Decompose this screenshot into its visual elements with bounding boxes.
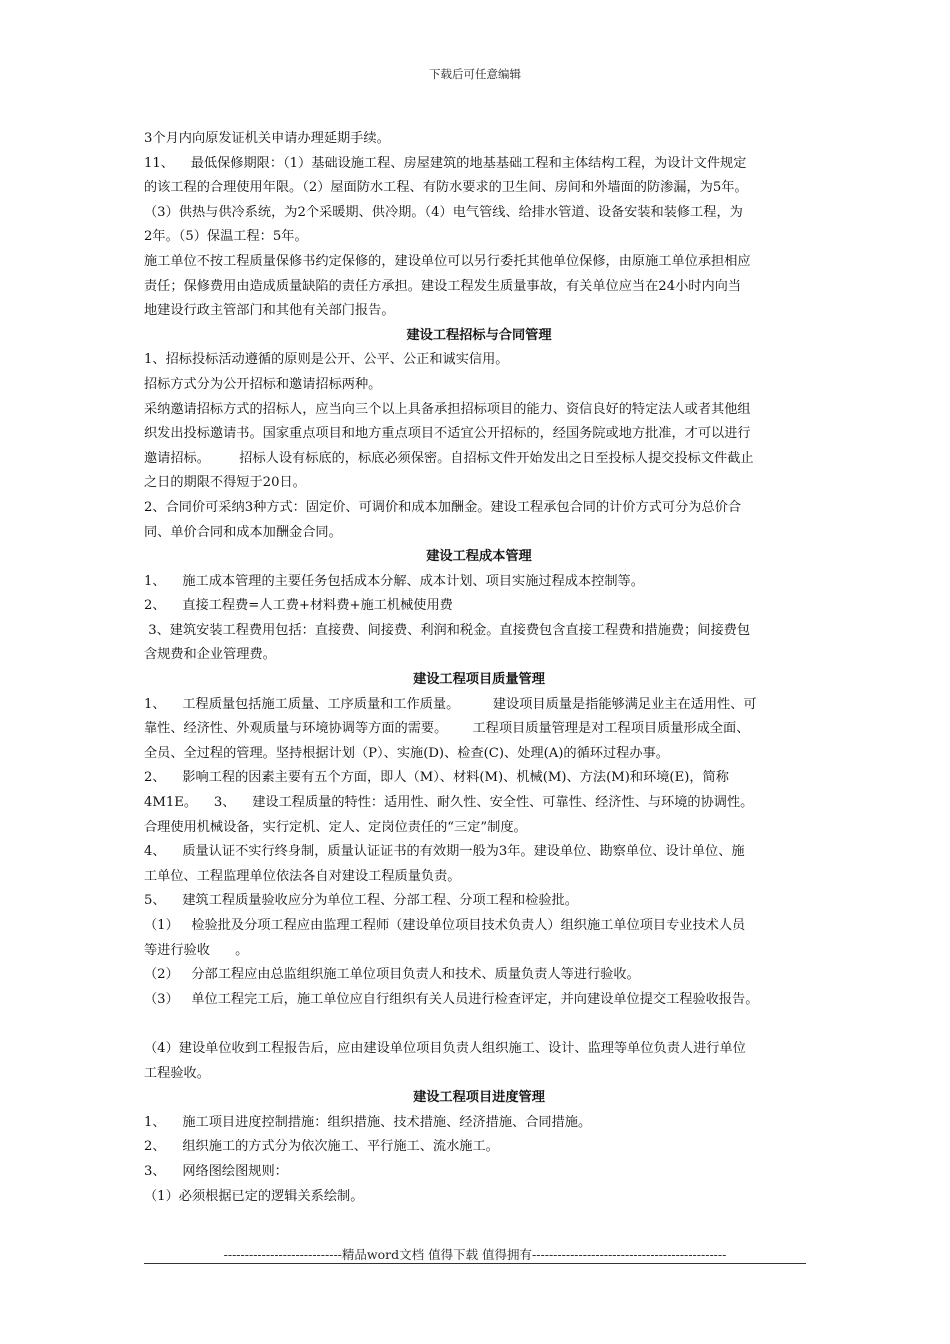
section-heading: 建设工程项目质量管理 (413, 672, 545, 688)
page-footer: ----------------------------精品word文档 值得下载 值得拥有---------------------------------------------- (223, 1247, 727, 1262)
paragraph-line: 全员、全过程的管理。坚持根据计划（P）、实施(D)、检查(C)、处理(A)的循环过程办事。 (144, 745, 669, 761)
paragraph-line: 采纳邀请招标方式的招标人，应当向三个以上具备承担招标项目的能力、资信良好的特定法人或者其他组 (144, 401, 751, 417)
section-heading: 建设工程成本管理 (426, 549, 532, 565)
paragraph-line: 的该工程的合理使用年限。（2）屋面防水工程、有防水要求的卫生间、房间和外墙面的防渗漏，为5年。 (144, 180, 748, 196)
paragraph-line: 招标方式分为公开招标和邀请招标两种。 (144, 376, 382, 392)
paragraph-line: 3个月内向原发证机关申请办理延期手续。 (144, 131, 390, 146)
paragraph-line: 工程验收。 (144, 1065, 210, 1081)
paragraph-line: 合理使用机械设备，实行定机、定人、定岗位责任的“三定”制度。 (144, 819, 527, 835)
paragraph-line: 1、招标投标活动遵循的原则是公开、公平、公正和诚实信用。 (144, 352, 509, 368)
paragraph-line: 2、 组织施工的方式分为依次施工、平行施工、流水施工。 (144, 1139, 499, 1155)
footer-divider (144, 1263, 806, 1264)
paragraph-line: 3、建筑安装工程费用包括：直接费、间接费、利润和税金。直接费包含直接工程费和措施费；间接费包 (144, 622, 751, 638)
paragraph-line: 1、 工程质量包括施工质量、工序质量和工作质量。 建设项目质量是指能够满足业主在适用性、可 (144, 696, 757, 712)
paragraph-line: （4）建设单位收到工程报告后，应由建设单位项目负责人组织施工、设计、监理等单位负责人进行单位 (144, 1040, 746, 1056)
section-heading: 建设工程招标与合同管理 (406, 327, 552, 343)
paragraph-line: （3） 单位工程完工后，施工单位应自行组织有关人员进行检查评定，并向建设单位提交工程验收报告。 (144, 991, 759, 1007)
paragraph-line: 4、 质量认证不实行终身制，质量认证证书的有效期一般为3年。建设单位、勘察单位、设计单位、施 (144, 844, 745, 860)
paragraph-line: 4M1E。 3、 建设工程质量的特性：适用性、耐久性、安全性、可靠性、经济性、与环境的协调性。 (144, 795, 754, 811)
paragraph-line: 2年。（5）保温工程：5年。 (144, 229, 308, 245)
paragraph-line: 施工单位不按工程质量保修书约定保修的，建设单位可以另行委托其他单位保修，由原施工单位承担相应 (144, 253, 751, 269)
paragraph-line: 5、 建筑工程质量验收应分为单位工程、分部工程、分项工程和检验批。 (144, 893, 578, 909)
section-heading: 建设工程项目进度管理 (413, 1090, 545, 1106)
blank-line (144, 1012, 814, 1037)
paragraph-line: （1）必须根据已定的逻辑关系绘制。 (144, 1188, 364, 1204)
paragraph-line: 责任；保修费用由造成质量缺陷的责任方承担。建设工程发生质量事故，有关单位应当在24小时内向当 (144, 278, 742, 294)
paragraph-line: 1、 施工成本管理的主要任务包括成本分解、成本计划、项目实施过程成本控制等。 (144, 573, 644, 589)
paragraph-line: 2、合同价可采纳3种方式：固定价、可调价和成本加酬金。建设工程承包合同的计价方式可分为总价合 (144, 499, 742, 515)
page-header: 下载后可任意编辑 (429, 67, 521, 81)
paragraph-line: 工单位、工程监理单位依法各自对建设工程质量负责。 (144, 868, 461, 884)
paragraph-line: 织发出投标邀请书。国家重点项目和地方重点项目不适宜公开招标的，经国务院或地方批准，才可以进行 (144, 426, 751, 442)
paragraph-line: 3、 网络图绘图规则： (144, 1163, 288, 1179)
paragraph-line: 之日的期限不得短于20日。 (144, 475, 306, 491)
paragraph-line: 2、 影响工程的因素主要有五个方面，即人（M）、材料(M)、机械(M)、方法(M)和环境(E)，简称 (144, 770, 729, 786)
paragraph-line: （1） 检验批及分项工程应由监理工程师（建设单位项目技术负责人）组织施工单位项目专业技术人员 (144, 918, 746, 933)
paragraph-line: 2、 直接工程费=人工费+材料费+施工机械使用费 (144, 598, 453, 614)
paragraph-line: 等进行验收 。 (144, 942, 249, 958)
paragraph-line: 含规费和企业管理费。 (144, 647, 276, 663)
paragraph-line: （3）供热与供冷系统，为2个采暖期、供冷期。（4）电气管线、给排水管道、设备安装和装修工程，为 (144, 204, 743, 220)
document-body (144, 127, 814, 1209)
paragraph-line: 1、 施工项目进度控制措施：组织措施、技术措施、经济措施、合同措施。 (144, 1114, 592, 1130)
paragraph-line: 靠性、经济性、外观质量与环境协调等方面的需要。 工程项目质量管理是对工程项目质量形成全面、 (144, 721, 750, 737)
paragraph-line: 同、单价合同和成本加酬金合同。 (144, 524, 342, 540)
paragraph-line: 地建设行政主管部门和其他有关部门报告。 (144, 303, 395, 319)
paragraph-line: 邀请招标。 招标人设有标底的，标底必须保密。自招标文件开始发出之日至投标人提交投标文件截止 (144, 450, 754, 466)
paragraph-line: 11、 最低保修期限：（1）基础设施工程、房屋建筑的地基基础工程和主体结构工程，为设计文件规定 (144, 155, 747, 171)
paragraph-line: （2） 分部工程应由总监组织施工单位项目负责人和技术、质量负责人等进行验收。 (144, 967, 640, 983)
